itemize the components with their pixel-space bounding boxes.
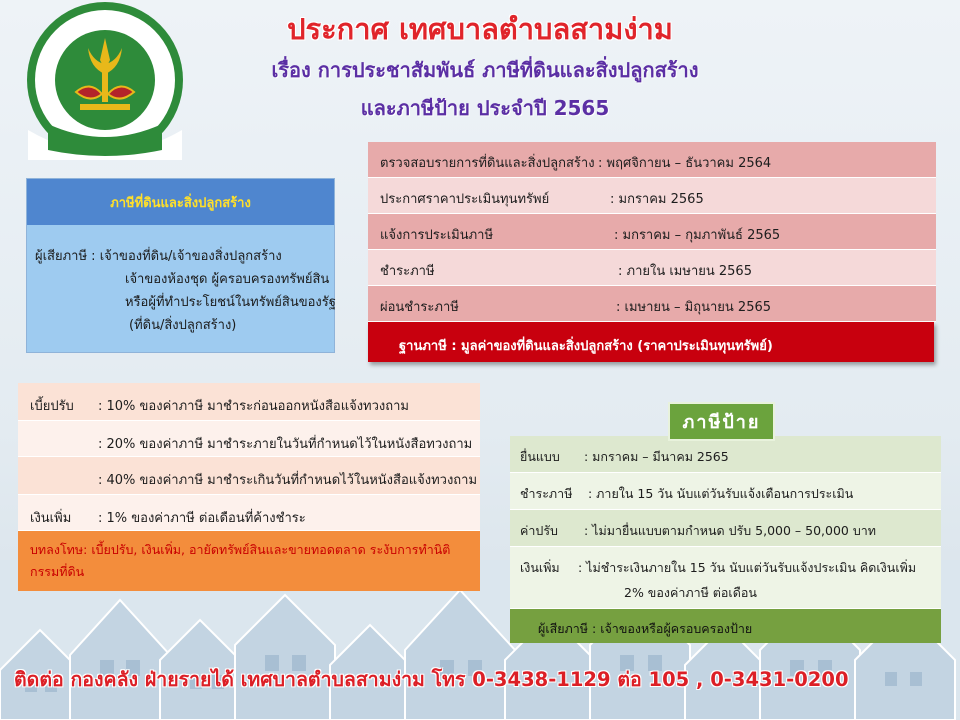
schedule-value: : พฤศจิกายน – ธันวาคม 2564 bbox=[598, 156, 772, 171]
taxpayer-line: ผู้เสียภาษี : เจ้าของที่ดิน/เจ้าของสิ่งปลูกสร้าง bbox=[35, 249, 282, 264]
tax-base-text: ฐานภาษี : มูลค่าของที่ดินและสิ่งปลูกสร้าง (ราคาประเมินทุนทรัพย์) bbox=[399, 339, 773, 354]
schedule-label: ประกาศราคาประเมินทุนทรัพย์ bbox=[380, 192, 550, 207]
sign-tax-row bbox=[510, 510, 941, 547]
schedule-label: ชำระภาษี bbox=[380, 264, 435, 279]
fine-label: เบี้ยปรับ bbox=[30, 399, 74, 414]
penalty-notice-line: กรรมที่ดิน bbox=[30, 564, 85, 579]
fine-row bbox=[18, 457, 480, 495]
taxpayer-line: เจ้าของห้องชุด ผู้ครอบครองทรัพย์สิน bbox=[125, 272, 330, 287]
schedule-row bbox=[368, 250, 936, 286]
taxpayer-line: หรือผู้ที่ทำประโยชน์ในทรัพย์สินของรัฐ bbox=[125, 295, 336, 310]
schedule-row bbox=[368, 142, 936, 178]
sign-tax-row bbox=[510, 473, 941, 510]
penalty-notice-line: บทลงโทษ: เบี้ยปรับ, เงินเพิ่ม, อายัดทรัพย์สินและขายทอดตลาด ระงับการทำนิติ bbox=[30, 542, 451, 557]
announcement-subtitle-line1: เรื่อง การประชาสัมพันธ์ ภาษีที่ดินและสิ่งปลูกสร้าง bbox=[271, 58, 699, 82]
sign-tax-label: ยื่นแบบ bbox=[520, 449, 560, 464]
sign-tax-label: ค่าปรับ bbox=[520, 523, 558, 538]
fine-row bbox=[18, 383, 480, 421]
schedule-value: : เมษายน – มิถุนายน 2565 bbox=[616, 300, 772, 315]
sign-tax-value: 2% ของค่าภาษี ต่อเดือน bbox=[624, 585, 757, 600]
land-building-tax-box bbox=[26, 178, 335, 353]
announcement-title: ประกาศ เทศบาลตำบลสามง่าม bbox=[287, 12, 673, 46]
schedule-value: : มกราคม 2565 bbox=[610, 192, 704, 207]
schedule-label: ตรวจสอบรายการที่ดินและสิ่งปลูกสร้าง bbox=[380, 156, 595, 171]
surcharge-value: : 1% ของค่าภาษี ต่อเดือนที่ค้างชำระ bbox=[98, 511, 306, 526]
announcement-subtitle-line2: และภาษีป้าย ประจำปี 2565 bbox=[360, 96, 610, 120]
schedule-value: : มกราคม – กุมภาพันธ์ 2565 bbox=[614, 228, 781, 243]
municipality-seal-logo bbox=[18, 0, 192, 160]
fine-row bbox=[18, 421, 480, 457]
penalty-notice bbox=[18, 531, 480, 591]
surcharge-label: เงินเพิ่ม bbox=[30, 511, 72, 526]
fine-value: : 10% ของค่าภาษี มาชำระก่อนออกหนังสือแจ้งทวงถาม bbox=[98, 399, 410, 414]
land-tax-body bbox=[27, 225, 334, 352]
schedule-label: แจ้งการประเมินภาษี bbox=[380, 228, 494, 243]
schedule-label: ผ่อนชำระภาษี bbox=[380, 300, 459, 315]
sign-tax-label: เงินเพิ่ม bbox=[520, 560, 560, 575]
land-tax-heading: ภาษีที่ดินและสิ่งปลูกสร้าง bbox=[27, 179, 334, 225]
schedule-row bbox=[368, 286, 936, 322]
schedule-value: : ภายใน เมษายน 2565 bbox=[618, 264, 752, 279]
sign-tax-value: : ไม่มายื่นแบบตามกำหนด ปรับ 5,000 – 50,000 บาท bbox=[584, 523, 877, 538]
sign-tax-table bbox=[510, 436, 941, 643]
sign-tax-label: ชำระภาษี bbox=[520, 486, 573, 501]
fine-value: : 20% ของค่าภาษี มาชำระภายในวันที่กำหนดไว้ในหนังสือทวงถาม bbox=[98, 437, 473, 452]
contact-footer: ติดต่อ กองคลัง ฝ่ายรายได้ เทศบาลตำบลสามง่าม โทร 0-3438-1129 ต่อ 105 , 0-3431-0200 bbox=[14, 668, 849, 691]
fine-value: : 40% ของค่าภาษี มาชำระเกินวันที่กำหนดไว้ในหนังสือแจ้งทวงถาม bbox=[98, 473, 478, 488]
taxpayer-line: (ที่ดิน/สิ่งปลูกสร้าง) bbox=[129, 318, 237, 333]
schedule-row bbox=[368, 214, 936, 250]
sign-tax-surcharge-row bbox=[510, 547, 941, 609]
sign-tax-row bbox=[510, 436, 941, 473]
tax-base-bar bbox=[368, 322, 934, 362]
schedule-row bbox=[368, 178, 936, 214]
surcharge-row bbox=[18, 495, 480, 531]
sign-tax-value: : มกราคม – มีนาคม 2565 bbox=[584, 449, 729, 464]
sign-tax-value: : ภายใน 15 วัน นับแต่วันรับแจ้งเตือนการประเมิน bbox=[588, 486, 854, 501]
sign-tax-owner-text: ผู้เสียภาษี : เจ้าของหรือผู้ครอบครองป้าย bbox=[538, 621, 753, 636]
penalties-table bbox=[18, 383, 480, 591]
land-tax-schedule-table bbox=[368, 142, 936, 322]
sign-tax-heading: ภาษีป้าย bbox=[668, 402, 775, 441]
sign-tax-owner-bar bbox=[510, 609, 941, 643]
sign-tax-value: : ไม่ชำระเงินภายใน 15 วัน นับแต่วันรับแจ้งประเมิน คิดเงินเพิ่ม bbox=[578, 560, 917, 575]
